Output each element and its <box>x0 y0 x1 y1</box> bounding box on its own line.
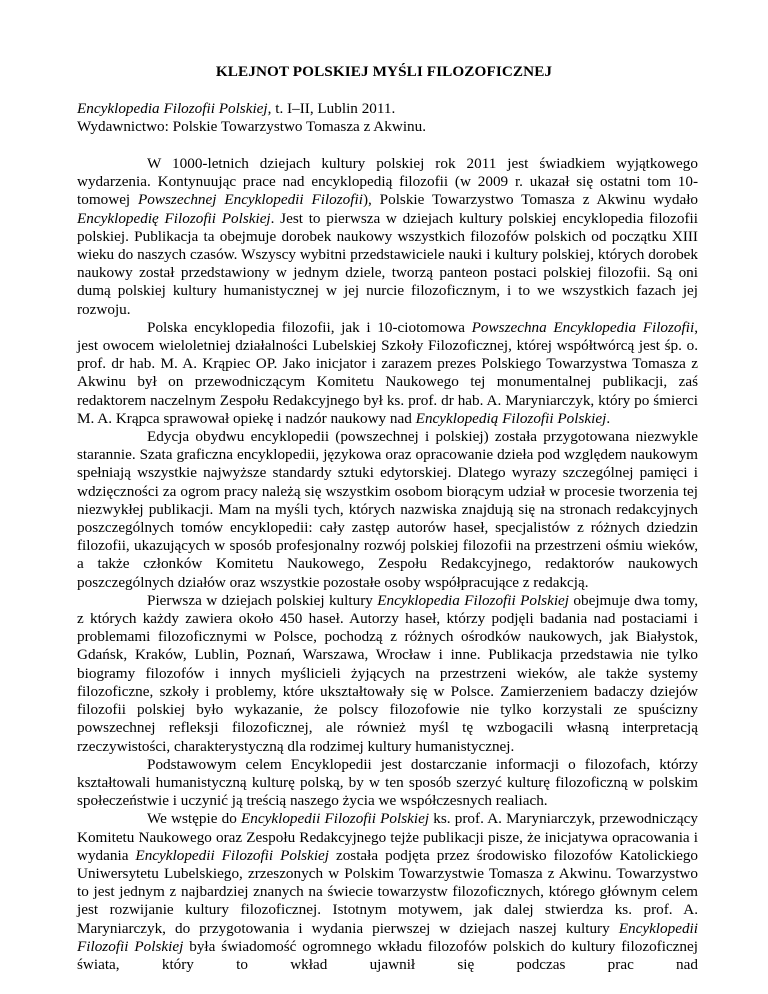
reference-volumes: , t. I–II, Lublin 2011. <box>267 100 396 117</box>
article-body <box>77 155 698 974</box>
paragraph-text: Podstawowym celem Encyklopedii jest dostarczanie informacji o filozofach, którzy kształtowali humanistyczną kulturę polską, by w ten sposób szerzyć kulturę filozoficzną w polskim społeczeństwie i uczynić ją treścią naszego życia we współczesnych realiach. <box>77 755 698 810</box>
article-paragraph <box>77 810 698 974</box>
paragraph-text: , jest owocem wieloletniej działalności Lubelskiej Szkoły Filozoficznej, której współtwórcą jest śp. o. prof. dr hab. M. A. Krąpiec OP. Jako inicjator i zarazem prezes Polskiego Towarzystwa Tomasza z Akwinu był on przewodniczącym Komitetu Naukowego tej monumentalnej publikacji, zaś redaktorem naczelnym Zespołu Redakcyjnego był ks. prof. dr hab. A. Maryniarczyk, który po śmierci M. A. Krąpca sprawował opiekę i nadzór naukowy nad <box>77 318 698 427</box>
paragraph-text: Polska encyklopedia filozofii, jak i 10-ciotomowa <box>147 318 472 336</box>
reference-publisher: Wydawnictwo: Polskie Towarzystwo Tomasza z Akwinu. <box>77 118 427 136</box>
italic-title-ref: Encyklopedii Filozofii Polskiej <box>77 919 698 955</box>
paragraph-text: We wstępie do <box>147 810 242 828</box>
bibliographic-reference <box>77 100 697 136</box>
italic-title-ref: Encyklopedią Filozofii Polskiej <box>415 409 607 427</box>
paragraph-text: ks. prof. A. Maryniarczyk, przewodniczący Komitetu Naukowego oraz Zespołu Redakcyjnego tejże publikacji pisze, że inicjatywa opracowania i wydania <box>77 810 698 864</box>
italic-title-ref: Powszechna Encyklopedia Filozofii <box>471 318 695 336</box>
paragraph-text: . Jest to pierwsza w dziejach kultury polskiej encyklopedia filozofii polskiej. Publikacja ta obejmuje dorobek naukowy wszystkich filozofów polskich od początku XIII wieku do naszych czasów. Wszyscy wybitni przedstawiciele nauki i kultury polskiej, których dorobek naukowy został przedstawiony w jednym dziele, tworzą panteon postaci polskiej filozofii. Są oni dumą polskiej kultury humanistycznej w jej nurcie filozoficznym, i to we wszystkich fazach jej rozwoju. <box>77 209 698 318</box>
paragraph-text: Pierwsza w dziejach polskiej kultury <box>147 591 378 609</box>
article-paragraph <box>77 319 698 428</box>
paragraph-text: . <box>606 409 611 427</box>
paragraph-text: Edycja obydwu encyklopedii (powszechnej i polskiej) została przygotowana niezwykle starannie. Szata graficzna encyklopedii, językowa oraz opracowanie dzieła pod względem naukowym spełniają wszystkie najwyższe standardy sztuki edytorskiej. Dlatego wyrazy szczególnej pamięci i wdzięczności za ogrom pracy należą się wszystkim osobom biorącym udział w procesie tworzenia tej niezwykłej publikacji. Mam na myśli tych, których nazwiska znajdują się na stronach redakcyjnych poszczególnych tomów encyklopedii: cały zastęp autorów haseł, specjalistów z różnych dziedzin filozofii, ukazujących w sposób profesjonalny rozwój polskiej filozofii na przestrzeni ośmiu wieków, a także członków Komitetu Naukowego, Zespołu Redakcyjnego, redaktorów naukowych poszczególnych działów oraz wszystkie pozostałe osoby współpracujące z redakcją. <box>77 428 698 591</box>
reference-line <box>77 100 697 118</box>
article-paragraph <box>77 155 698 319</box>
italic-title-ref: Encyklopedia Filozofii Polskiej <box>377 591 570 609</box>
paragraph-text: była świadomość ogromnego wkładu filozofów polskich do kultury filozoficznej świata, który to wkład ujawnił się podczas prac nad <box>77 937 698 973</box>
paragraph-text: W 1000-letnich dziejach kultury polskiej rok 2011 jest świadkiem wyjątkowego wydarzenia. Kontynuując prace nad encyklopedią filozofii (w 2009 r. ukazał się ostatni tom 10-tomowej <box>77 155 698 209</box>
paragraph-text: ), Polskie Towarzystwo Tomasza z Akwinu wydało <box>362 191 699 209</box>
article-paragraph <box>77 592 698 756</box>
italic-title-ref: Powszechnej Encyklopedii Filozofii <box>138 191 363 209</box>
italic-title-ref: Encyklopedię Filozofii Polskiej <box>77 209 271 227</box>
italic-title-ref: Encyklopedii Filozofii Polskiej <box>241 810 430 828</box>
reference-work-title: Encyklopedia Filozofii Polskiej <box>77 100 268 117</box>
article-paragraph <box>77 428 698 592</box>
paragraph-text: obejmuje dwa tomy, z których każdy zawiera około 450 haseł. Autorzy haseł, którzy podjęli badania nad postaciami i problemami filozoficznymi w Polsce, pochodzą z różnych ośrodków naukowych, jak Białystok, Gdańsk, Kraków, Lublin, Poznań, Warszawa, Wrocław i inne. Publikacja przedstawia nie tylko biogramy filozofów i innych myślicieli żyjących na przestrzeni wieków, ale także systemy filozoficzne, szkoły i problemy, które ukształtowały się w Polsce. Zamierzeniem badaczy dziejów filozofii polskiej było wykazanie, że polscy filozofowie nie tylko korzystali ze spuścizny powszechnej refleksji filozoficznej, ale również myśl tę wzbogacili własną interpretacją rzeczywistości, charakterystyczną dla rodzimej kultury humanistycznej. <box>77 591 698 755</box>
document-title: KLEJNOT POLSKIEJ MYŚLI FILOZOFICZNEJ <box>215 63 553 80</box>
paragraph-text: została podjęta przez środowisko filozofów Katolickiego Uniwersytetu Lubelskiego, zrzeszonych w Polskim Towarzystwie Tomasza z Akwinu. Towarzystwo to jest jednym z najbardziej znanych na świecie towarzystw filozoficznych, którego głównym celem jest rozwijanie kultury filozoficznej. Istotnym motywem, jak dalej stwierdza ks. prof. A. Maryniarczyk, do przygotowania i wydania pierwszej w dziejach naszej kultury <box>77 846 699 937</box>
article-paragraph <box>77 756 698 811</box>
italic-title-ref: Encyklopedii Filozofii Polskiej <box>135 846 330 864</box>
